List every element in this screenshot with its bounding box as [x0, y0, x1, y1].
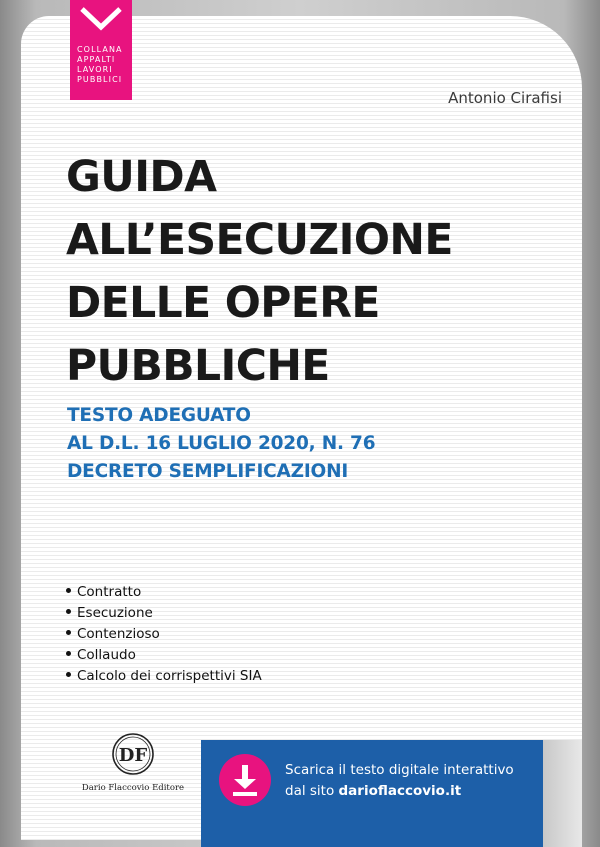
bullet-icon [66, 609, 71, 614]
publisher-logo-icon [111, 732, 155, 776]
list-item [66, 645, 262, 666]
download-site-link[interactable]: darioflaccovio.it [338, 783, 462, 799]
topic-label: Contratto [77, 584, 142, 600]
list-item [66, 624, 262, 645]
topic-label: Collaudo [77, 647, 136, 663]
subtitle-line: TESTO ADEGUATO [67, 405, 251, 426]
download-site-line [285, 783, 461, 799]
chevron-down-icon [79, 6, 123, 32]
subtitle-line: DECRETO SEMPLIFICAZIONI [67, 461, 349, 482]
topic-label: Esecuzione [77, 605, 153, 621]
bullet-icon [66, 672, 71, 677]
series-tag [70, 0, 132, 100]
book-title [66, 146, 453, 398]
list-item [66, 582, 262, 603]
bullet-icon [66, 588, 71, 593]
series-line: PUBBLICI [77, 75, 123, 84]
topic-label: Contenzioso [77, 626, 160, 642]
publisher-logo-text: DF [118, 745, 148, 766]
download-text: Scarica il testo digitale interattivo [285, 762, 514, 778]
download-banner[interactable] [201, 740, 543, 847]
series-line: COLLANA [77, 45, 123, 54]
title-line: ALL’ESECUZIONE [66, 216, 453, 265]
bullet-icon [66, 630, 71, 635]
series-line: LAVORI [77, 65, 113, 74]
publisher-name: Dario Flaccovio Editore [81, 783, 185, 793]
download-site-prefix: dal sito [285, 783, 339, 799]
book-subtitle [67, 402, 375, 486]
list-item [66, 603, 262, 624]
subtitle-line: AL D.L. 16 LUGLIO 2020, N. 76 [67, 433, 376, 454]
author-name: Antonio Cirafisi [448, 89, 562, 107]
download-arrow-icon [219, 754, 271, 806]
download-icon[interactable] [219, 754, 271, 806]
title-line: PUBBLICHE [66, 342, 330, 391]
bullet-icon [66, 651, 71, 656]
series-name [77, 45, 127, 85]
topic-label: Calcolo dei corrispettivi SIA [77, 668, 262, 684]
title-line: GUIDA [66, 153, 217, 202]
topics-list [66, 582, 262, 687]
series-line: APPALTI [77, 55, 116, 64]
publisher-logo [79, 732, 187, 793]
cover-edge [543, 740, 582, 847]
list-item [66, 666, 262, 687]
title-line: DELLE OPERE [66, 279, 380, 328]
